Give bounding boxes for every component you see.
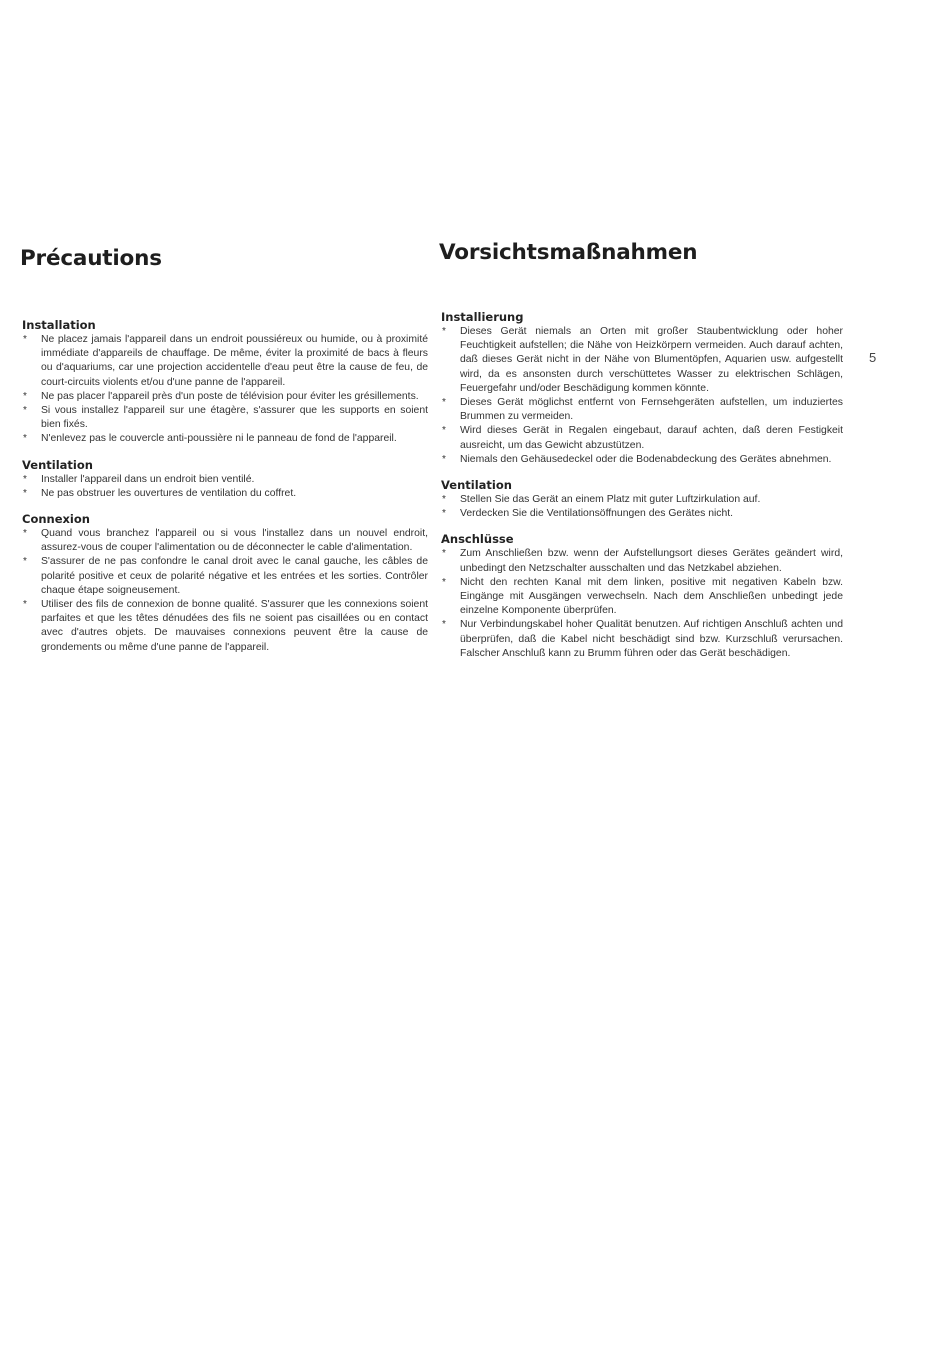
list-item: * Ne pas placer l'appareil près d'un poste de télévision pour éviter les grésillements. <box>20 390 428 404</box>
list-item: * Niemals den Gehäusedeckel oder die Bodenabdeckung des Gerätes abnehmen. <box>439 453 843 467</box>
fr-installation-heading: Installation <box>22 318 96 332</box>
fr-ventilation-heading: Ventilation <box>22 457 93 472</box>
bullet-icon: * <box>23 433 27 445</box>
fr-installation-list <box>20 333 428 447</box>
bullet-icon: * <box>442 494 446 506</box>
page-number: 5 <box>869 350 877 365</box>
fr-installation-section <box>20 318 428 447</box>
list-item: * Utiliser des fils de connexion de bonne qualité. S'assurer que les connexions soient parfaites et que les têtes dénudées des fils ne soient pas cisaillées ou en contact avec d'autres objets. De mauvaises connexions peuvent être la cause de grondements ou même d'une panne de l'appareil. <box>23 599 428 653</box>
de-anschluesse-section <box>439 532 843 661</box>
bullet-icon: * <box>23 390 27 402</box>
bullet-icon: * <box>442 397 446 409</box>
de-installierung-section <box>439 310 843 467</box>
bullet-icon: * <box>23 473 27 485</box>
list-item: * Verdecken Sie die Ventilationsöffnungen des Gerätes nicht. <box>439 507 843 521</box>
list-item: * Ne pas obstruer les ouvertures de ventilation du coffret. <box>20 487 428 501</box>
list-item: * Quand vous branchez l'appareil ou si vous l'installez dans un nouvel endroit, assurez-vous de couper l'alimentation ou de déconnecter le cable d'alimentation. <box>23 528 428 554</box>
list-item: * Si vous installez l'appareil sur une étagère, s'assurer que les supports en soient bien fixés. <box>23 405 428 431</box>
fr-ventilation-section <box>20 458 428 501</box>
bullet-icon: * <box>23 528 27 540</box>
bullet-icon: * <box>442 326 446 337</box>
de-ventilation-list <box>439 493 843 521</box>
bullet-icon: * <box>442 619 446 631</box>
bullet-icon: * <box>23 556 27 568</box>
bullet-icon: * <box>442 453 446 465</box>
bullet-icon: * <box>23 487 27 499</box>
de-ventilation-heading: Ventilation <box>441 478 512 493</box>
list-item: * Wird dieses Gerät in Regalen eingebaut, darauf achten, daß deren Festigkeit ausreicht, um das Gewicht abzustützen. <box>442 425 843 451</box>
list-item: * Dieses Gerät möglichst entfernt von Fernsehgeräten aufstellen, um induziertes Brummen zu vermeiden. <box>442 397 843 423</box>
list-item: * Nicht den rechten Kanal mit dem linken, positive mit negativen Kabeln bzw. Eingänge mit Ausgängen verwechseln. Nach dem Anschließen unbedingt jede einzelne Komponente überprüfen. <box>442 576 843 617</box>
de-ventilation-section <box>439 478 843 521</box>
list-item: * Stellen Sie das Gerät an einem Platz mit guter Luftzirkulation auf. <box>439 493 843 507</box>
de-anschluesse-list <box>439 547 843 661</box>
bullet-icon: * <box>442 508 446 520</box>
list-item: * Installer l'appareil dans un endroit bien ventilé. <box>20 473 428 487</box>
list-item: * Dieses Gerät niemals an Orten mit großer Staubentwicklung oder hoher Feuchtigkeit aufstellen; die Nähe von Heizkörpern vermeiden. Auch darauf achten, daß dieses Gerät nicht in der Nähe von Blumentöpfen, Aquarien usw. aufgestellt wird, da es ansonsten durch verschüttetes Wasser zu elektrischen Schlägen, Feuergefahr und/oder Beschädigung kommen könnte. <box>442 326 843 394</box>
bullet-icon: * <box>23 334 27 345</box>
fr-connexion-list <box>20 527 428 655</box>
list-item: * S'assurer de ne pas confondre le canal droit avec le canal gauche, les câbles de polarité positive et ceux de polarité négative et les entrées et les sorties. Contrôler chaque étape soigneusement. <box>23 556 428 596</box>
bullet-icon: * <box>442 548 446 560</box>
french-column <box>20 246 428 666</box>
list-item: * Zum Anschließen bzw. wenn der Aufstellungsort dieses Gerätes geändert wird, unbedingt den Netzschalter ausschalten und das Netzkabel abziehen. <box>442 548 843 574</box>
list-item: * Nur Verbindungskabel hoher Qualität benutzen. Auf richtigen Anschluß achten und überprüfen, daß die Kabel nicht beschädigt sind bzw. Kurzschluß verursachen. Falscher Anschluß kann zu Brumm führen oder das Gerät beschädigen. <box>442 619 843 659</box>
de-anschluesse-heading: Anschlüsse <box>441 532 514 547</box>
de-installierung-heading: Installierung <box>441 310 524 324</box>
list-item: * Ne placez jamais l'appareil dans un endroit poussiéreux ou humide, ou à proximité immédiate d'appareils de chauffage. De même, éviter la proximité de bacs à fleurs ou d'aquariums, car une projection accidentelle d'eau peut être la cause de feu, de court-circuits violents et/ou d'une panne de l'appareil. <box>23 334 428 388</box>
fr-connexion-section <box>20 512 428 655</box>
bullet-icon: * <box>23 599 27 611</box>
fr-ventilation-list <box>20 473 428 501</box>
bullet-icon: * <box>442 425 446 437</box>
french-title: Précautions <box>20 246 162 271</box>
german-title: Vorsichtsmaßnahmen <box>439 240 698 265</box>
german-column <box>439 240 843 672</box>
bullet-icon: * <box>442 576 446 588</box>
de-installierung-list <box>439 325 843 467</box>
fr-connexion-heading: Connexion <box>22 512 90 527</box>
bullet-icon: * <box>23 405 27 417</box>
list-item: * N'enlevez pas le couvercle anti-poussière ni le panneau de fond de l'appareil. <box>20 432 428 446</box>
